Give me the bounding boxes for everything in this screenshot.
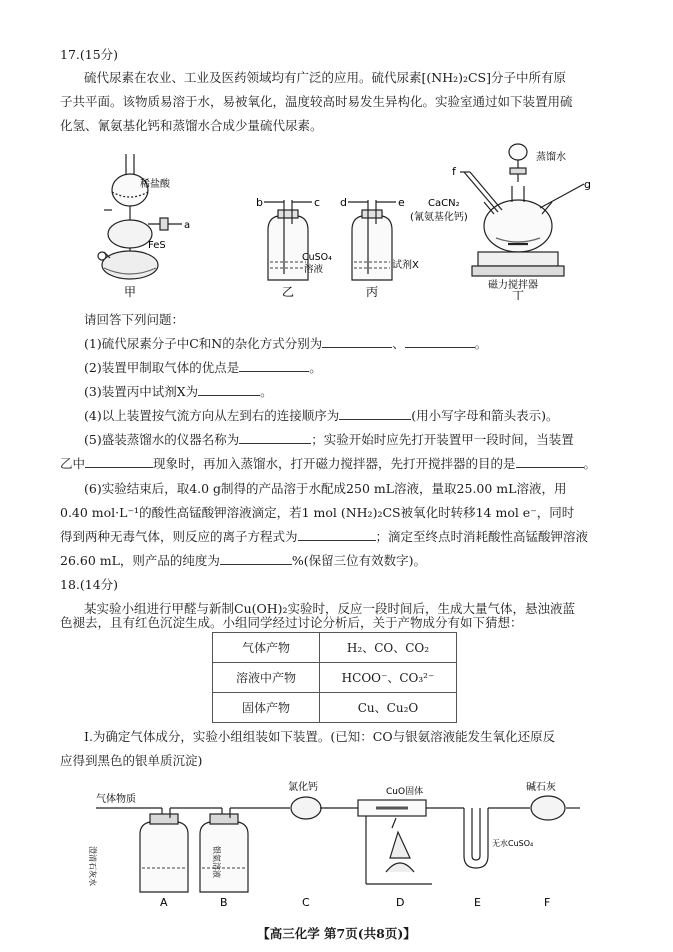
table-row xyxy=(213,633,457,663)
q17-sub-2-text-1: (2)装置甲制取气体的优点是 xyxy=(84,360,240,375)
q17-intro-line-2: 子共平面。该物质易溶于水，易被氧化，温度较高时易发生异构化。实验室通过如下装置用硫 xyxy=(60,94,573,109)
jia-acid-label: 稀盐酸 xyxy=(140,179,170,190)
q17-sub-2-text-2: 。 xyxy=(309,360,322,375)
answer-blank[interactable] xyxy=(220,552,292,565)
q17-intro-line-1: 硫代尿素在农业、工业及医药领域均有广泛的应用。硫代尿素[(NH₂)₂CS]分子中所有原 xyxy=(84,70,566,85)
q17-sub-5-text-4: 现象时，再加入蒸馏水，打开磁力搅拌器，先打开搅拌器的目的是 xyxy=(153,456,516,471)
q17-sub-5-text-3: 乙中 xyxy=(60,456,86,471)
q17-sub-6-line-2: 0.40 mol·L⁻¹的酸性高锰酸钾溶液滴定，若1 mol (NH₂)₂CS被氧化时转移14 mol e⁻，同时 xyxy=(60,505,575,520)
q17-sub-5-text-5: 。 xyxy=(583,456,597,471)
table-row xyxy=(213,663,457,693)
q17-sub-3-text-1: (3)装置丙中试剂X为 xyxy=(84,384,199,399)
f-soda-lime-label: 碱石灰 xyxy=(526,782,556,793)
ding-port-g: g xyxy=(584,178,591,191)
ding-cacn2: CaCN₂ xyxy=(428,198,460,209)
q17-sub-6-line-4 xyxy=(60,552,426,570)
answer-blank[interactable] xyxy=(198,383,260,396)
yi-reagent-1: CuSO₄ xyxy=(302,252,332,263)
answer-blank[interactable] xyxy=(339,407,411,420)
jia-fes-label: FeS xyxy=(148,240,166,251)
label-a: A xyxy=(160,896,168,909)
apparatus-ding xyxy=(460,144,584,276)
q18-apparatus-figure xyxy=(0,772,673,912)
jia-port-a: a xyxy=(184,220,191,231)
q17-sub-6-text-6: %(保留三位有效数字)。 xyxy=(291,553,427,568)
q17-sub-6-line-3 xyxy=(60,528,588,546)
bing-port-d: d xyxy=(340,196,347,209)
ding-stirrer-label: 磁力搅拌器 xyxy=(488,280,538,291)
answer-blank[interactable] xyxy=(405,335,475,348)
page-footer: 【高三化学 第7页(共8页)】 xyxy=(257,926,416,941)
q18-intro-line-1: 某实验小组进行甲醛与新制Cu(OH)₂实验时，反应一段时间后，生成大量气体，悬浊液蓝 xyxy=(84,601,576,616)
ding-port-f: f xyxy=(452,165,456,178)
a-reagent-label: 澄清石灰水 xyxy=(88,846,97,886)
q17-sub-5-line-1 xyxy=(84,431,574,449)
label-e: E xyxy=(474,896,481,909)
q17-sub-5-line-2 xyxy=(60,455,596,473)
q17-sub-4-text-1: (4)以上装置按气流方向从左到右的连接顺序为 xyxy=(84,408,340,423)
q17-header: 17.(15分) xyxy=(60,47,119,62)
table-head-cell: 气体产物 xyxy=(213,633,320,663)
bing-port-e: e xyxy=(398,196,405,209)
bing-label: 丙 xyxy=(366,285,379,299)
q17-sub-1 xyxy=(84,335,487,353)
q17-sub-1-text-2: 、 xyxy=(392,336,405,351)
apparatus-bing xyxy=(348,200,396,280)
answer-blank[interactable] xyxy=(239,431,311,444)
q17-sub-6-text-4: ；滴定至终点时消耗酸性高锰酸钾溶液 xyxy=(375,529,589,544)
q17-sub-6-text-3: 得到两种无毒气体，则反应的离子方程式为 xyxy=(60,529,298,544)
q17-sub-5-text-1: (5)盛装蒸馏水的仪器名称为 xyxy=(84,432,240,447)
q18-part1-line-1: Ⅰ.为确定气体成分，实验小组组装如下装置。(已知：CO与银氨溶液能发生氧化还原反 xyxy=(84,729,556,744)
q17-sub-1-text-1: (1)硫代尿素分子中C和N的杂化方式分别为 xyxy=(84,336,323,351)
q18-header: 18.(14分) xyxy=(60,577,119,592)
yi-port-b: b xyxy=(256,196,263,209)
yi-reagent-2: 溶液 xyxy=(304,264,324,275)
q17-sub-4 xyxy=(84,407,558,425)
q17-sub-3 xyxy=(84,383,273,401)
answer-blank[interactable] xyxy=(85,455,153,468)
q17-sub-4-text-2: (用小写字母和箭头表示)。 xyxy=(411,408,559,423)
ding-cacn2-name: (氰氨基化钙) xyxy=(410,212,468,223)
ding-label: 丁 xyxy=(512,289,525,300)
label-f: F xyxy=(544,896,551,909)
yi-label: 乙 xyxy=(282,285,295,299)
q17-sub-2 xyxy=(84,359,322,377)
label-d: D xyxy=(396,896,405,909)
products-table xyxy=(212,632,457,723)
q17-intro-line-3: 化氢、氰氨基化钙和蒸馏水合成少量硫代尿素。 xyxy=(60,118,323,133)
label-c: C xyxy=(302,896,310,909)
q17-sub-5-text-2: ；实验开始时应先打开装置甲一段时间，当装置 xyxy=(311,432,574,447)
q17-sub-6-line-1: (6)实验结束后，取4.0 g制得的产品溶于水配成250 mL溶液，量取25.00 mL溶液，用 xyxy=(84,481,567,496)
e-cuso4-label: 无水CuSO₄ xyxy=(492,839,534,848)
q17-sub-3-text-2: 。 xyxy=(260,384,273,399)
d-cuo-label: CuO固体 xyxy=(386,787,424,797)
table-value-cell: H₂、CO、CO₂ xyxy=(320,633,457,663)
b-reagent-label: 银氨溶液 xyxy=(212,846,221,878)
table-head-cell: 溶液中产物 xyxy=(213,663,320,693)
apparatus-jia xyxy=(98,154,182,279)
q17-sub-6-text-5: 26.60 mL，则产品的纯度为 xyxy=(60,553,220,568)
c-cacl2-label: 氯化钙 xyxy=(288,782,318,793)
ding-water-label: 蒸馏水 xyxy=(536,152,566,163)
q17-sub-1-text-3: 。 xyxy=(474,336,488,351)
q17-apparatus-figure xyxy=(0,140,673,300)
answer-blank[interactable] xyxy=(516,455,584,468)
yi-port-c: c xyxy=(314,196,321,209)
answer-blank[interactable] xyxy=(322,335,392,348)
bing-reagent: 试剂X xyxy=(392,260,419,271)
q17-prompt: 请回答下列问题： xyxy=(84,312,185,327)
table-value-cell: HCOO⁻、CO₃²⁻ xyxy=(320,663,457,693)
q18-part1-line-2: 应得到黑色的银单质沉淀) xyxy=(60,753,203,768)
gas-inlet-label: 气体物质 xyxy=(96,794,136,805)
q18-intro-line-2: 色褪去，且有红色沉淀生成。小组同学经过讨论分析后，关于产物成分有如下猜想： xyxy=(60,615,523,630)
jia-label: 甲 xyxy=(124,285,137,299)
answer-blank[interactable] xyxy=(239,359,309,372)
table-row xyxy=(213,693,457,723)
answer-blank[interactable] xyxy=(298,528,376,541)
table-head-cell: 固体产物 xyxy=(213,693,320,723)
table-value-cell: Cu、Cu₂O xyxy=(320,693,457,723)
label-b: B xyxy=(220,896,228,909)
